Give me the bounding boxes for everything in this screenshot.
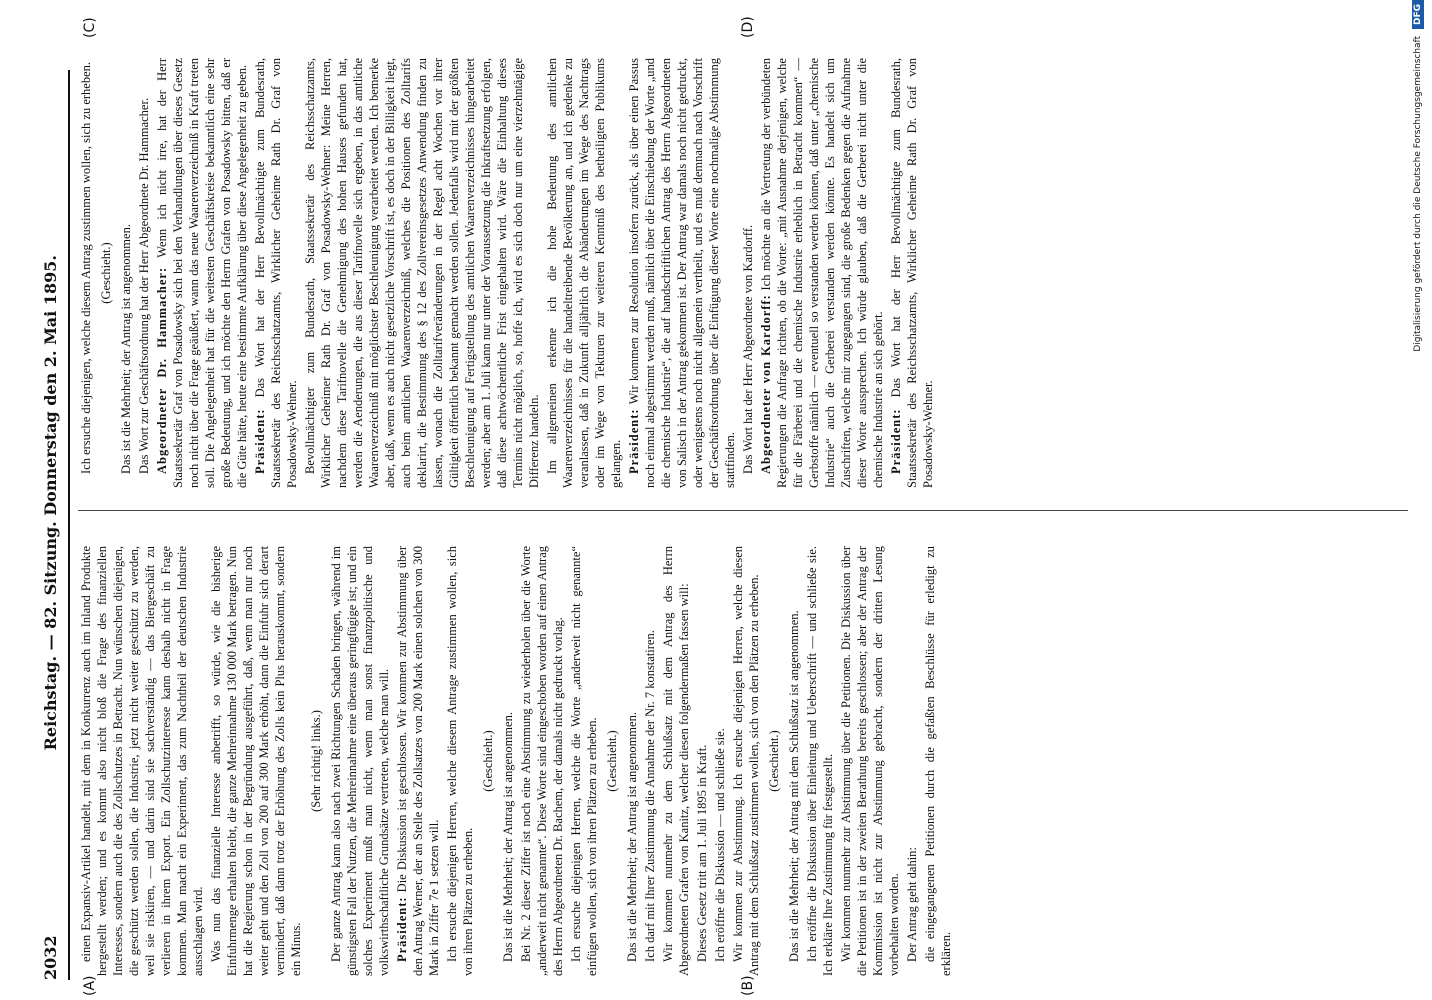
paragraph-text: Das Wort zur Geschäftsordnung hat der Herr Abgeordnete Dr. Hammacher.: [137, 97, 151, 474]
paragraph-text: Ich darf mit Ihrer Zustimmung die Annahme der Nr. 7 konstatiren.: [643, 630, 657, 962]
header-rule: [68, 70, 70, 980]
paragraph: [444, 546, 476, 976]
paragraph: [394, 546, 442, 976]
column-divider: [78, 510, 1408, 511]
paragraph: [694, 546, 710, 976]
paragraph-text: Ich eröffne die Diskussion — und schließe sie.: [713, 728, 727, 962]
paragraph: [78, 546, 206, 976]
speaker-name: Präsident:: [627, 408, 641, 474]
paragraph: [78, 58, 94, 488]
paragraph-text: einen Expansiv-Artikel handelt, mit dem in Konkurrenz auch im Inland Produkte hergestellt werden; und es kommt also nicht bloß die Frage des finanziellen Interesses, sondern auch die des Zollschutzes in Betracht. Nun wünschen diejenigen, die geschützt werden sollen, die Industrie, jetzt nicht weiter geschützt zu werden, weil sie riskiren, — und darin sind sie sachverständig — das Biergeschäft zu verlieren in ihrem Export. Ein Zollschutzinteresse kann deshalb nicht in Frage kommen. Man macht ein Experiment, das zum Nachtheil der deutschen Industrie ausschlagen wird.: [79, 546, 205, 976]
paragraph: [888, 58, 936, 488]
paragraph: [252, 58, 300, 488]
paragraph-text: Der ganze Antrag kann also nach zwei Richtungen Schaden bringen, während im günstigsten Fall der Nutzen, die Mehreinnahme eine überaus geringfügige ist; und ein solches Experiment mußt man nicht, wenn man sonst finanzpolitische und volkswirthschaftliche Grundsätze vertreten, welche man will.: [329, 546, 391, 976]
paragraph-text: Bevollmächtigter zum Bundesrath, Staatssekretär des Reichsschatzamts, Wirklicher Geheimer Rath Dr. Graf von Posadowsky-Wehner: Meine Herren, nachdem diese Tarifnovelle die Genehmigung des hohen Hauses gefunden hat, werden die Aenderungen, die aus dieser Tarifnovelle sich ergeben, in das amtliche Waarenverzeichniß mit möglichster Beschleunigung verarbeitet werden. Ich bemerke aber, daß, wenn es auch nicht gesetzliche Vorschrift ist, es doch in der Billigkeit liegt, auch beim amtlichen Waarenverzeichniß, welches die Positionen des Zolltarifs deklarirt, die Bestimmung des § 12 des Zollvereinsgesetzes Anwendung finden zu lassen, wonach die Zolltarifveränderungen in der Regel acht Wochen vor ihrer Gültigkeit öffentlich bekannt gemacht werden sollen. Jedenfalls wird mit der größten Beschleunigung auf Fertigstellung des amtlichen Waarenverzeichnisses hingearbeitet werden; aber am 1. Juli kann nur unter der Voraussetzung die Inkraftsetzung erfolgen, daß diese achtwöchentliche Frist eingehalten wird. Wäre die Einhaltung dieses Termins nicht möglich, so, hoffe ich, wird es sich doch nur um eine vierzehntägige Differenz handeln.: [303, 58, 541, 488]
paragraph: [302, 58, 542, 488]
stage-direction: [766, 546, 782, 976]
speaker-name: Präsident:: [253, 408, 267, 474]
paragraph: [624, 546, 640, 976]
paragraph-text: Wir kommen nunmehr zu dem Schlußsatz mit dem Antrag des Herrn Abgeordneten Grafen von Kanitz, welcher diesen folgendermaßen fassen will:: [661, 546, 691, 976]
paragraph-text: Was nun das finanzielle Interesse anbetrifft, so würde, wie die bisherige Einfuhrmenge erhalten bleibt, die ganze Mehreinnahme 130 000 Mark betragen. Nun hat die Regierung schon in der Begründung ausgeführt, daß, wenn man nur noch weiter geht und den Zoll von 200 auf 300 Mark erhöht, dann die Einfuhr sich derart vermindert, daß dann trotz der Erhöhung des Zolls kein Plus herauskommt, sondern ein Minus.: [209, 546, 303, 976]
paragraph: [626, 58, 738, 488]
paragraph-text: (Sehr richtig! links.): [309, 710, 323, 812]
speaker-name: Abgeordneter Dr. Hammacher:: [155, 266, 169, 474]
page-title: Reichstag. — 82. Sitzung. Donnerstag den 2. Mai 1895.: [40, 255, 60, 751]
margin-letter-d: (D): [740, 16, 756, 38]
stage-direction: [480, 546, 496, 976]
paragraph-text: Wir kommen zur Resolution insofern zurück, als über einen Passus noch einmal abgestimmt werden muß, nämlich über die Einschiebung der Worte „und die chemische Industrie“, die auf handschriftlichen Antrag des Herrn Abgeordneten von Salisch in der Antrag gekommen ist. Der Antrag war damals noch nicht gedruckt, oder wenigstens noch nicht allgemein vertheilt, und es muß demnach nach Vorschrift der Geschäftsordnung über die Einfügung dieser Worte eine nochmalige Abstimmung stattfinden.: [627, 58, 737, 488]
paragraph: [922, 546, 954, 976]
footer-text: Digitalisierung gefördert durch die Deutsche Forschungsgemeinschaft: [1413, 35, 1423, 352]
dfg-footer: [1412, 0, 1424, 1000]
paragraph: [804, 546, 836, 976]
paragraph: [642, 546, 658, 976]
paragraph-text: Ich ersuche diejenigen Herren, welche diesem Antrage zustimmen wollen, sich von ihren Plätzen zu erheben.: [445, 546, 475, 976]
right-column: [78, 58, 938, 488]
paragraph: [544, 58, 624, 488]
stage-direction: [604, 546, 620, 976]
paragraph-text: Bei Nr. 2 dieser Ziffer ist noch eine Abstimmung zu wiederholen über die Worte „anderweit nicht genannte“. Diese Worte sind eingeschoben worden auf einen Antrag des Herrn Abgeordneten Dr. Bachem, der damals nicht gedruckt vorlag.: [519, 546, 565, 976]
paragraph: [118, 58, 134, 488]
paragraph: [758, 58, 886, 488]
paragraph-text: Der Antrag geht dahin:: [905, 847, 919, 962]
paragraph: [154, 58, 250, 488]
paragraph: [904, 546, 920, 976]
paragraph-text: (Geschieht.): [605, 730, 619, 792]
paragraph: [136, 58, 152, 488]
paragraph-text: Wir kommen zur Abstimmung. Ich ersuche diejenigen Herren, welche diesen Antrag mit dem Schlußsatz zustimmen wollen, sich von den Plätzen zu erheben.: [731, 546, 761, 976]
paragraph: [730, 546, 762, 976]
stage-direction: [308, 546, 324, 976]
paragraph-text: die eingegangenen Petitionen durch die gefaßten Beschlüsse für erledigt zu erklären.: [923, 546, 953, 976]
paragraph-text: (Geschieht.): [481, 730, 495, 792]
speaker-name: Abgeordneter von Kardorff:: [759, 294, 773, 474]
paragraph-text: Wir kommen nunmehr zur Abstimmung über die Petitionen. Die Diskussion über die Petitionen ist in der zweiten Berathung bereits geschlossen; aber der Antrag der Kommission ist nicht zur Abstimmung gebracht, sondern der dritten Lesung vorbehalten worden.: [839, 546, 901, 976]
paragraph: [740, 58, 756, 488]
paragraph: [568, 546, 600, 976]
paragraph-text: Das Wort hat der Herr Bevollmächtigte zum Bundesrath, Staatssekretär des Reichsschatzamts, Wirklicher Geheime Rath Dr. Graf von Posadowsky-Wehner.: [889, 58, 935, 488]
paragraph-text: Das ist die Mehrheit; der Antrag ist angenommen.: [501, 712, 515, 962]
paragraph-text: Das ist die Mehrheit; der Antrag ist angenommen.: [625, 712, 639, 962]
paragraph: [208, 546, 304, 976]
paragraph-text: Ich möchte an die Vertretung der verbündeten Regierungen die Anfrage richten, ob die Worte: „mit Ausnahme derjenigen, welche für die Färberei und die chemische Industrie erheblich in Betracht kommen“ — Gerbstoffe nämlich — eventuell so verstanden werden können, daß unter „chemische Industrie“ auch die Gerberei verstanden werden könnte. Es handelt sich um Zuschriften, welche mir zugegangen sind, die große Bedenken gegen die Aufnahme dieser Worte aussprechen. Ich würde glauben, daß die Gerberei nicht unter die chemische Industrie an sich gehört.: [759, 58, 885, 488]
speaker-name: Präsident:: [889, 408, 903, 474]
paragraph: [712, 546, 728, 976]
paragraph-text: (Geschieht.): [767, 730, 781, 792]
paragraph-text: Das ist die Mehrheit; der Antrag mit dem Schlußsatz ist angenommen.: [787, 610, 801, 962]
paragraph-text: Im allgemeinen erkenne ich die hohe Bedeutung des amtlichen Waarenverzeichnisses für die handeltreibende Bevölkerung an, und ich gedenke zu veranlassen, daß in Zukunft alljährlich die Abänderungen im Wege des Nachtrags oder im Wege von Tekturen zur weiteren Kenntniß des betheiligten Publikums gelangen.: [545, 58, 623, 488]
paragraph-text: Das ist die Mehrheit; der Antrag ist angenommen.: [119, 224, 133, 474]
paragraph: [838, 546, 902, 976]
left-column: [78, 546, 956, 976]
paragraph-text: (Geschieht.): [99, 242, 113, 304]
paragraph-text: Das Wort hat der Herr Bevollmächtigte zum Bundesrath, Staatssekretär des Reichsschatzamts, Wirklicher Geheime Rath Dr. Graf von Posadowsky-Wehner.: [253, 58, 299, 488]
paragraph: [660, 546, 692, 976]
margin-letter-b: (B): [740, 975, 756, 996]
paragraph-text: Ich ersuche diejenigen, welche diesem Antrag zustimmen wollen, sich zu erheben.: [79, 61, 93, 474]
stage-direction: [98, 58, 114, 488]
paragraph: [500, 546, 516, 976]
page-number: 2032: [40, 935, 60, 980]
paragraph-text: Das Wort hat der Herr Abgeordnete von Kardorff.: [741, 224, 755, 474]
dfg-logo: DFG: [1412, 0, 1424, 29]
margin-letter-a: (A): [82, 975, 98, 996]
paragraph-text: Dieses Gesetz tritt am 1. Juli 1895 in Kraft.: [695, 744, 709, 962]
paragraph-text: Ich eröffne die Diskussion über Einleitung und Ueberschrift — und schließe sie. Ich erkläre Ihre Zustimmung für festgestellt.: [805, 546, 835, 976]
paragraph-text: Wenn ich nicht irre, hat der Herr Staatssekretär Graf von Posadowsky sich bei den Verhandlungen über dieses Gesetz noch nicht über die Frage geäußert, wann das neue Waarenverzeichniß in Kraft treten soll. Die Angelegenheit hat für die weitesten Geschäftskreise bekanntlich eine sehr große Bedeutung, und ich möchte den Herrn Grafen von Posadowsky bitten, daß er die Güte hätte, heute eine bestimmte Aufklärung über diese Angelegenheit zu geben.: [155, 58, 249, 488]
paragraph: [786, 546, 802, 976]
paragraph: [518, 546, 566, 976]
page-header: [35, 70, 65, 980]
speaker-name: Präsident:: [395, 896, 409, 962]
paragraph-text: Die Diskussion ist geschlossen. Wir kommen zur Abstimmung über den Antrag Werner, der an Stelle des Zollsatzes von 200 Mark einen solchen von 300 Mark in Ziffer 7e 1 setzen will.: [395, 546, 441, 976]
margin-letter-c: (C): [82, 17, 98, 38]
paragraph: [328, 546, 392, 976]
paragraph-text: Ich ersuche diejenigen Herren, welche die Worte „anderweit nicht genannte“ einfügen wollen, sich von ihren Plätzen zu erheben.: [569, 546, 599, 976]
